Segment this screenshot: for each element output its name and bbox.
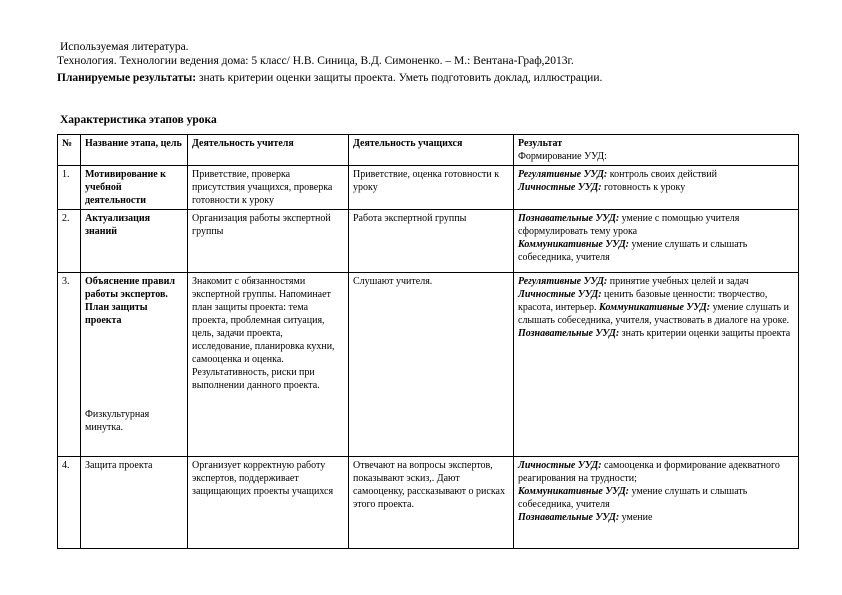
row-teacher: Организует корректную работу экспертов, поддерживает защищающих проекты учащихся bbox=[188, 457, 349, 549]
uud-label: Регулятивные УУД: bbox=[518, 169, 608, 180]
uud-label: Коммуникативные УУД: bbox=[518, 239, 630, 250]
lesson-stages-table bbox=[57, 134, 799, 549]
uud-label: Личностные УУД: bbox=[518, 460, 602, 471]
uud-text: контроль своих действий bbox=[607, 169, 717, 180]
table-header-row bbox=[58, 135, 799, 166]
row-students: Работа экспертной группы bbox=[349, 210, 514, 273]
table-row bbox=[58, 273, 799, 457]
row-teacher: Приветствие, проверка присутствия учащихся, проверка готовности к уроку bbox=[188, 166, 349, 210]
row-num: 3. bbox=[58, 273, 81, 457]
planned-results-label: Планируемые результаты: bbox=[57, 72, 197, 84]
row-result bbox=[514, 210, 799, 273]
row-stage: Актуализация знаний bbox=[81, 210, 188, 273]
row-num: 1. bbox=[58, 166, 81, 210]
row-result bbox=[514, 457, 799, 549]
table-row bbox=[58, 457, 799, 549]
header-num: № bbox=[58, 135, 81, 166]
uud-text: ценить базовые ценности: творчество, красота, интерьер. bbox=[518, 289, 768, 313]
row-stage: Защита проекта bbox=[81, 457, 188, 549]
uud-text: умение слушать и слышать собеседника, учителя bbox=[518, 239, 748, 263]
uud-label: Личностные УУД: bbox=[518, 182, 602, 193]
row-stage-extra: Физкультурная минутка. bbox=[85, 409, 150, 433]
uud-label: Личностные УУД: bbox=[518, 289, 602, 300]
uud-label: Познавательные УУД: bbox=[518, 213, 620, 224]
table-row bbox=[58, 166, 799, 210]
uud-label: Коммуникативные УУД: bbox=[599, 302, 711, 313]
header-result bbox=[514, 135, 799, 166]
uud-label: Коммуникативные УУД: bbox=[518, 486, 630, 497]
header-teacher: Деятельность учителя bbox=[188, 135, 349, 166]
literature-reference: Технология. Технологии ведения дома: 5 класс/ Н.В. Синица, В.Д. Симоненко. – М.: Вентана-Граф,2013г. bbox=[57, 55, 574, 67]
uud-label: Познавательные УУД: bbox=[518, 512, 620, 523]
header-result-title: Результат bbox=[518, 138, 563, 149]
uud-text: знать критерии оценки защиты проекта bbox=[619, 328, 791, 339]
row-students: Приветствие, оценка готовности к уроку bbox=[349, 166, 514, 210]
row-stage bbox=[81, 273, 188, 457]
row-stage-title: Объяснение правил работы экспертов. План защиты проекта bbox=[85, 276, 175, 326]
uud-label: Познавательные УУД: bbox=[518, 328, 620, 339]
planned-results-text: знать критерии оценки защиты проекта. Уметь подготовить доклад, иллюстрации. bbox=[196, 72, 603, 84]
table-caption: Характеристика этапов урока bbox=[60, 114, 217, 126]
uud-text: умение слушать и слышать собеседника, учителя, участвовать в диалоге на уроке. bbox=[518, 302, 790, 326]
table-row bbox=[58, 210, 799, 273]
row-students: Отвечают на вопросы экспертов, показывают эскиз,. Дают самооценку, рассказывают о рисках этого проекта. bbox=[349, 457, 514, 549]
uud-text: умение bbox=[619, 512, 653, 523]
header-stage: Название этапа, цель bbox=[81, 135, 188, 166]
header-result-subtitle: Формирование УУД: bbox=[518, 151, 607, 162]
row-stage: Мотивирование к учебной деятельности bbox=[81, 166, 188, 210]
row-result bbox=[514, 166, 799, 210]
row-teacher: Организация работы экспертной группы bbox=[188, 210, 349, 273]
header-students: Деятельность учащихся bbox=[349, 135, 514, 166]
row-num: 2. bbox=[58, 210, 81, 273]
uud-text: умение с помощью учителя сформулировать тему урока bbox=[518, 213, 740, 237]
uud-label: Регулятивные УУД: bbox=[518, 276, 608, 287]
uud-text: принятие учебных целей и задач bbox=[607, 276, 749, 287]
uud-text: самооценка и формирование адекватного реагирования на трудности; bbox=[518, 460, 780, 484]
literature-heading: Используемая литература. bbox=[60, 41, 189, 53]
uud-text: готовность к уроку bbox=[601, 182, 686, 193]
row-students: Слушают учителя. bbox=[349, 273, 514, 457]
uud-text: умение слушать и слышать собеседника, учителя bbox=[518, 486, 748, 510]
row-num: 4. bbox=[58, 457, 81, 549]
planned-results bbox=[57, 71, 602, 85]
row-teacher: Знакомит с обязанностями экспертной группы. Напоминает план защиты проекта: тема проекта, проблемная ситуация, цель, задачи проекта, исследование, планировка кухни, самооценка и оценка. Результативность, риски при выполнении данного проекта. bbox=[188, 273, 349, 457]
row-result bbox=[514, 273, 799, 457]
